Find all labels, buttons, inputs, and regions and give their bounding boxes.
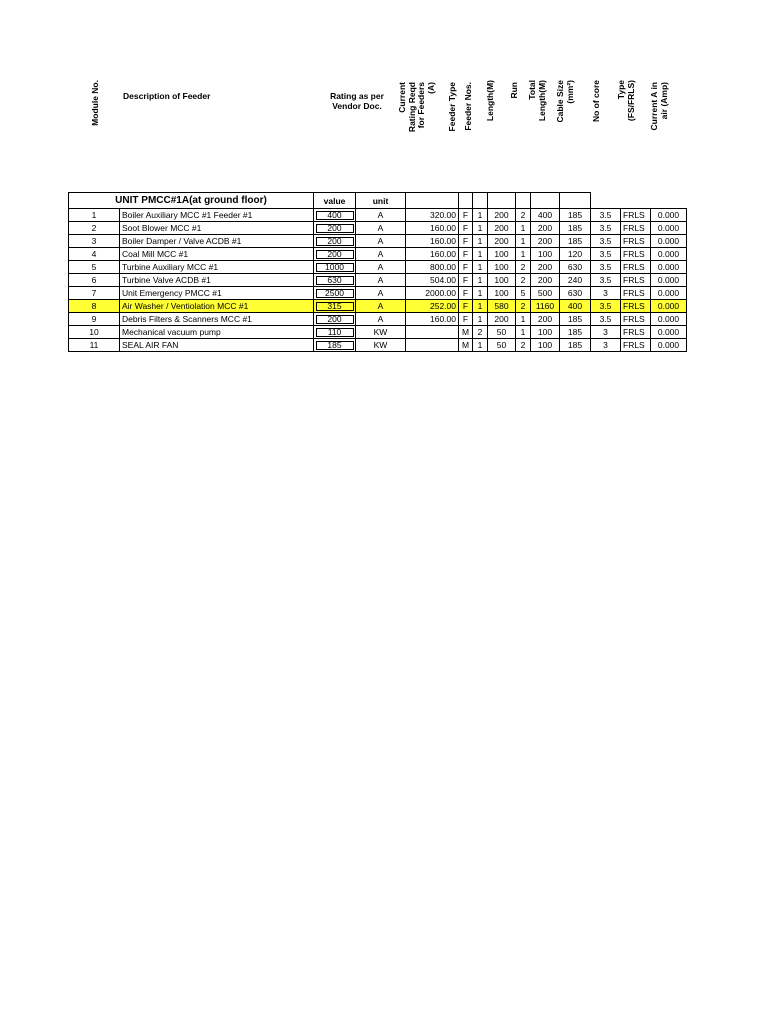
table-row	[69, 248, 687, 261]
run-cell: 1	[516, 235, 531, 248]
current-in-air-cell: 0.000	[651, 313, 687, 326]
total-length-cell: 100	[531, 326, 560, 339]
value-label: value	[314, 193, 356, 209]
feeder-type-cell: F	[459, 222, 473, 235]
header-no-of-core: No of core	[591, 80, 601, 123]
header-current-rating: Current Rating Reqd for Feeders (A)	[397, 82, 436, 133]
unit-cell: A	[356, 248, 406, 261]
table-row	[69, 261, 687, 274]
table-row	[69, 313, 687, 326]
header-cable-size: Cable Size (mm²)	[555, 80, 575, 123]
header-cell	[488, 193, 516, 209]
table-row	[69, 222, 687, 235]
unit-cell: A	[356, 209, 406, 222]
value-cell: 200	[314, 222, 356, 235]
value-cell: 185	[314, 339, 356, 352]
total-length-cell: 100	[531, 339, 560, 352]
description-cell: Soot Blower MCC #1	[120, 222, 314, 235]
total-length-cell: 1160	[531, 300, 560, 313]
current-rating-cell: 160.00	[406, 222, 459, 235]
description-cell: Mechanical vacuum pump	[120, 326, 314, 339]
current-rating-cell	[406, 339, 459, 352]
no-of-core-cell: 3.5	[591, 261, 621, 274]
type-cell: FRLS	[621, 300, 651, 313]
description-cell: Debris Filters & Scanners MCC #1	[120, 313, 314, 326]
cable-size-cell: 185	[560, 235, 591, 248]
feeder-type-cell: M	[459, 339, 473, 352]
no-of-core-cell: 3.5	[591, 313, 621, 326]
header-total-length: Total Length(M)	[527, 80, 547, 122]
type-cell: FRLS	[621, 339, 651, 352]
value-cell: 110	[314, 326, 356, 339]
header-cell	[651, 193, 687, 209]
unit-label: unit	[356, 193, 406, 209]
value-cell: 200	[314, 313, 356, 326]
header-cell	[406, 193, 459, 209]
header-feeder-nos: Feeder Nos.	[463, 82, 473, 131]
unit-cell: KW	[356, 339, 406, 352]
feeder-type-cell: F	[459, 235, 473, 248]
header-feeder-type: Feeder Type	[447, 82, 457, 132]
unit-cell: KW	[356, 326, 406, 339]
total-length-cell: 100	[531, 248, 560, 261]
value-cell: 200	[314, 248, 356, 261]
no-of-core-cell: 3.5	[591, 235, 621, 248]
run-cell: 1	[516, 313, 531, 326]
cable-size-cell: 185	[560, 339, 591, 352]
table-row	[69, 209, 687, 222]
value-cell: 400	[314, 209, 356, 222]
total-length-cell: 200	[531, 261, 560, 274]
type-cell: FRLS	[621, 235, 651, 248]
current-rating-cell: 252.00	[406, 300, 459, 313]
current-rating-cell: 160.00	[406, 313, 459, 326]
length-cell: 200	[488, 235, 516, 248]
table-caption-row	[69, 193, 687, 209]
run-cell: 1	[516, 248, 531, 261]
description-cell: Air Washer / Ventiolation MCC #1	[120, 300, 314, 313]
current-rating-cell: 800.00	[406, 261, 459, 274]
cable-size-cell: 185	[560, 313, 591, 326]
unit-cell: A	[356, 222, 406, 235]
value-cell: 2500	[314, 287, 356, 300]
length-cell: 100	[488, 287, 516, 300]
feeder-type-cell: F	[459, 261, 473, 274]
header-current-in-air: Current A in air (Amp)	[649, 82, 669, 131]
table-row	[69, 235, 687, 248]
current-in-air-cell: 0.000	[651, 222, 687, 235]
description-cell: Turbine Valve ACDB #1	[120, 274, 314, 287]
total-length-cell: 500	[531, 287, 560, 300]
length-cell: 100	[488, 274, 516, 287]
no-of-core-cell: 3.5	[591, 274, 621, 287]
feeder-type-cell: F	[459, 300, 473, 313]
table-row	[69, 300, 687, 313]
module-no-cell: 8	[69, 300, 120, 313]
feeder-table	[68, 192, 687, 352]
no-of-core-cell: 3.5	[591, 248, 621, 261]
no-of-core-cell: 3	[591, 339, 621, 352]
feeder-nos-cell: 1	[473, 222, 488, 235]
table-row	[69, 287, 687, 300]
module-no-cell: 3	[69, 235, 120, 248]
header-cell	[621, 193, 651, 209]
feeder-type-cell: F	[459, 313, 473, 326]
description-cell: Boiler Auxiliary MCC #1 Feeder #1	[120, 209, 314, 222]
feeder-type-cell: F	[459, 248, 473, 261]
cable-size-cell: 185	[560, 326, 591, 339]
length-cell: 100	[488, 248, 516, 261]
header-description: Description of Feeder	[123, 91, 211, 101]
no-of-core-cell: 3.5	[591, 300, 621, 313]
current-in-air-cell: 0.000	[651, 235, 687, 248]
type-cell: FRLS	[621, 287, 651, 300]
feeder-type-cell: F	[459, 287, 473, 300]
total-length-cell: 200	[531, 222, 560, 235]
feeder-nos-cell: 1	[473, 339, 488, 352]
module-no-cell: 5	[69, 261, 120, 274]
current-rating-cell: 504.00	[406, 274, 459, 287]
length-cell: 50	[488, 326, 516, 339]
header-rating: Rating as per Vendor Doc.	[330, 91, 384, 111]
unit-cell: A	[356, 235, 406, 248]
length-cell: 200	[488, 209, 516, 222]
current-in-air-cell: 0.000	[651, 326, 687, 339]
current-in-air-cell: 0.000	[651, 300, 687, 313]
current-in-air-cell: 0.000	[651, 248, 687, 261]
current-in-air-cell: 0.000	[651, 261, 687, 274]
current-in-air-cell: 0.000	[651, 274, 687, 287]
current-in-air-cell: 0.000	[651, 287, 687, 300]
header-cell	[560, 193, 591, 209]
current-in-air-cell: 0.000	[651, 209, 687, 222]
header-run: Run	[509, 82, 519, 99]
feeder-nos-cell: 1	[473, 261, 488, 274]
header-length: Length(M)	[485, 80, 495, 122]
run-cell: 2	[516, 261, 531, 274]
unit-cell: A	[356, 261, 406, 274]
run-cell: 1	[516, 222, 531, 235]
current-rating-cell: 160.00	[406, 235, 459, 248]
header-cell	[591, 193, 621, 209]
run-cell: 2	[516, 209, 531, 222]
run-cell: 2	[516, 339, 531, 352]
current-in-air-cell: 0.000	[651, 339, 687, 352]
run-cell: 1	[516, 326, 531, 339]
feeder-nos-cell: 2	[473, 326, 488, 339]
type-cell: FRLS	[621, 209, 651, 222]
type-cell: FRLS	[621, 222, 651, 235]
total-length-cell: 200	[531, 313, 560, 326]
type-cell: FRLS	[621, 313, 651, 326]
feeder-nos-cell: 1	[473, 209, 488, 222]
unit-cell: A	[356, 313, 406, 326]
value-cell: 1000	[314, 261, 356, 274]
feeder-type-cell: F	[459, 274, 473, 287]
length-cell: 100	[488, 261, 516, 274]
description-cell: SEAL AIR FAN	[120, 339, 314, 352]
module-no-cell: 1	[69, 209, 120, 222]
current-rating-cell: 320.00	[406, 209, 459, 222]
module-no-cell: 6	[69, 274, 120, 287]
module-no-cell: 2	[69, 222, 120, 235]
current-rating-cell: 160.00	[406, 248, 459, 261]
header-module-no: Module No.	[90, 80, 100, 126]
unit-cell: A	[356, 274, 406, 287]
table-title: UNIT PMCC#1A(at ground floor)	[69, 193, 314, 209]
feeder-nos-cell: 1	[473, 300, 488, 313]
description-cell: Turbine Auxiliary MCC #1	[120, 261, 314, 274]
module-no-cell: 9	[69, 313, 120, 326]
cable-size-cell: 120	[560, 248, 591, 261]
current-rating-cell: 2000.00	[406, 287, 459, 300]
type-cell: FRLS	[621, 261, 651, 274]
header-cell	[473, 193, 488, 209]
feeder-type-cell: F	[459, 209, 473, 222]
cable-size-cell: 630	[560, 261, 591, 274]
module-no-cell: 10	[69, 326, 120, 339]
cable-size-cell: 400	[560, 300, 591, 313]
cable-size-cell: 185	[560, 222, 591, 235]
type-cell: FRLS	[621, 326, 651, 339]
type-cell: FRLS	[621, 248, 651, 261]
unit-cell: A	[356, 300, 406, 313]
length-cell: 200	[488, 222, 516, 235]
header-type: Type (FS/FRLS)	[616, 80, 636, 122]
unit-cell: A	[356, 287, 406, 300]
length-cell: 580	[488, 300, 516, 313]
cable-size-cell: 630	[560, 287, 591, 300]
no-of-core-cell: 3.5	[591, 209, 621, 222]
table-row	[69, 326, 687, 339]
run-cell: 2	[516, 274, 531, 287]
length-cell: 50	[488, 339, 516, 352]
table-row	[69, 339, 687, 352]
table-row	[69, 274, 687, 287]
total-length-cell: 200	[531, 274, 560, 287]
module-no-cell: 7	[69, 287, 120, 300]
total-length-cell: 200	[531, 235, 560, 248]
feeder-type-cell: M	[459, 326, 473, 339]
description-cell: Coal Mill MCC #1	[120, 248, 314, 261]
header-cell	[459, 193, 473, 209]
value-cell: 630	[314, 274, 356, 287]
feeder-nos-cell: 1	[473, 235, 488, 248]
current-rating-cell	[406, 326, 459, 339]
module-no-cell: 11	[69, 339, 120, 352]
cable-size-cell: 185	[560, 209, 591, 222]
module-no-cell: 4	[69, 248, 120, 261]
no-of-core-cell: 3.5	[591, 222, 621, 235]
cable-size-cell: 240	[560, 274, 591, 287]
value-cell: 315	[314, 300, 356, 313]
no-of-core-cell: 3	[591, 287, 621, 300]
length-cell: 200	[488, 313, 516, 326]
no-of-core-cell: 3	[591, 326, 621, 339]
description-cell: Unit Emergency PMCC #1	[120, 287, 314, 300]
feeder-nos-cell: 1	[473, 248, 488, 261]
description-cell: Boiler Damper / Valve ACDB #1	[120, 235, 314, 248]
type-cell: FRLS	[621, 274, 651, 287]
value-cell: 200	[314, 235, 356, 248]
header-cell	[516, 193, 531, 209]
run-cell: 5	[516, 287, 531, 300]
feeder-nos-cell: 1	[473, 313, 488, 326]
run-cell: 2	[516, 300, 531, 313]
header-cell	[531, 193, 560, 209]
feeder-nos-cell: 1	[473, 274, 488, 287]
total-length-cell: 400	[531, 209, 560, 222]
feeder-nos-cell: 1	[473, 287, 488, 300]
